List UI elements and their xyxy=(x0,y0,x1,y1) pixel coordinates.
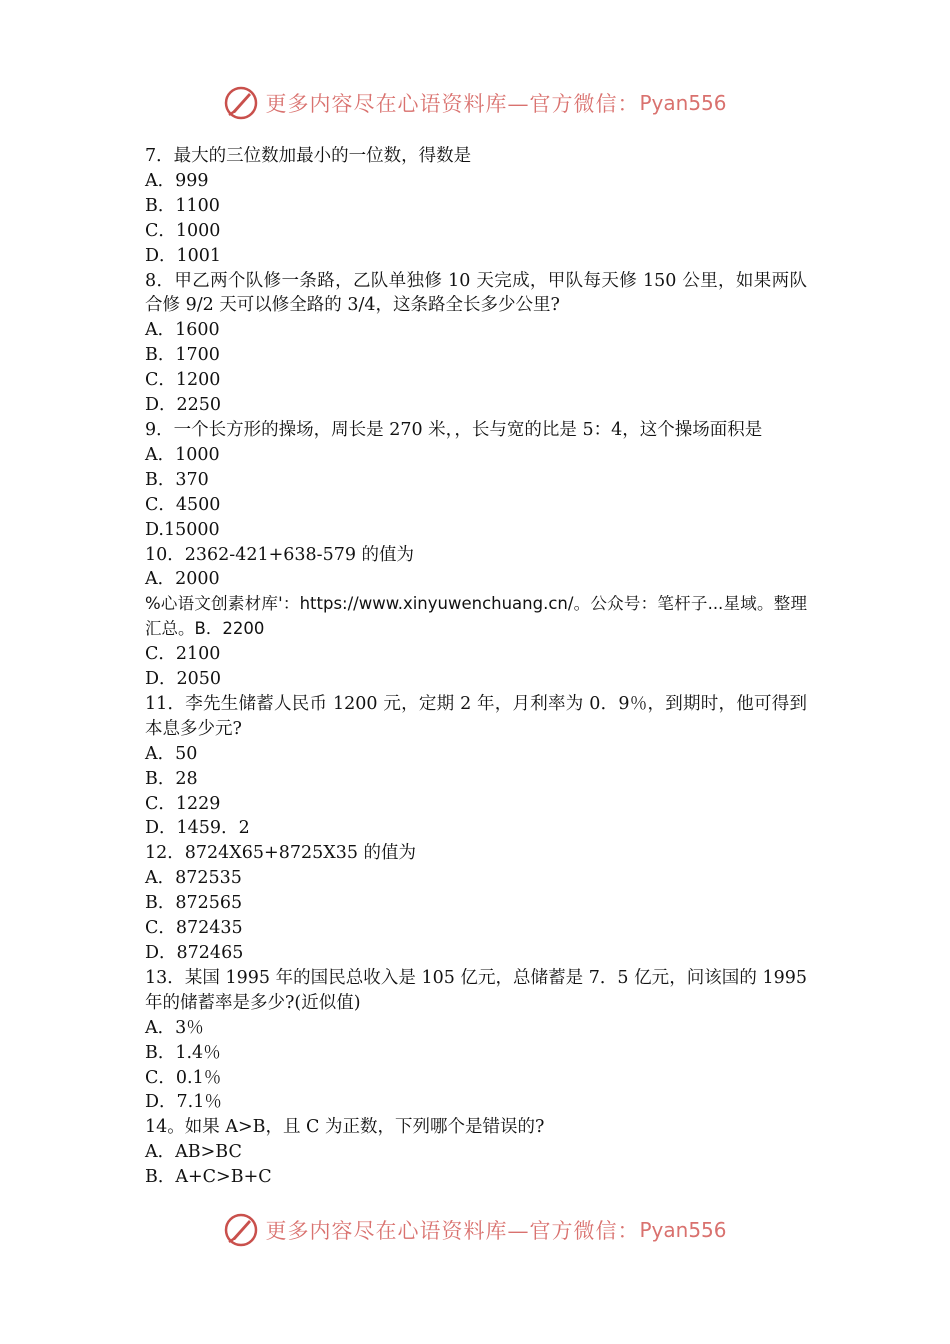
text-line: A．872535 xyxy=(145,868,242,889)
text-line: D．1001 xyxy=(145,245,222,266)
footer-banner xyxy=(0,1210,950,1250)
banner-text: 更多内容尽在心语资料库—官方微信： xyxy=(265,92,640,116)
source-note-line: %心语文创素材库'：https://www.xinyuwenchuang.cn/。公众号：笔杆子...星域。整理汇总。B．2200 xyxy=(145,594,807,639)
text-line: 13．某国 1995 年的国民总收入是 105 亿元，总储蓄是 7．5 亿元，问该国的 1995 年的储蓄率是多少?(近似值) xyxy=(145,967,813,1013)
text-line: 11．李先生储蓄人民币 1200 元，定期 2 年，月利率为 0．9％，到期时，他可得到本息多少元? xyxy=(145,693,807,739)
text-line: 14。如果 A>B，且 C 为正数，下列哪个是错误的? xyxy=(145,1117,545,1138)
text-line: D．1459．2 xyxy=(145,818,250,839)
text-line: D.15000 xyxy=(145,519,220,540)
text-line: 9．一个长方形的操场，周长是 270 米，，长与宽的比是 5：4，这个操场面积是 xyxy=(145,419,763,440)
header-banner xyxy=(0,83,950,123)
banner-wechat-id: Pyan556 xyxy=(639,1218,727,1242)
text-line: C．0.1％ xyxy=(145,1067,222,1088)
banner-wechat-id: Pyan556 xyxy=(639,91,727,115)
text-line: A．1000 xyxy=(145,444,220,465)
text-line: B．872565 xyxy=(145,893,243,914)
text-line: D．872465 xyxy=(145,943,244,963)
text-line: B．28 xyxy=(145,768,198,789)
text-line: 10．2362-421+638-579 的值为 xyxy=(145,544,415,565)
text-line: C．1000 xyxy=(145,220,221,241)
banner-text: 更多内容尽在心语资料库—官方微信： xyxy=(265,1219,640,1243)
quill-logo-icon xyxy=(223,85,259,121)
document-body xyxy=(145,144,813,1190)
text-line: B．1100 xyxy=(145,195,220,216)
text-line: A．3％ xyxy=(145,1017,204,1038)
text-line: 12．8724X65+8725X35 的值为 xyxy=(145,843,417,864)
text-line: B．1.4％ xyxy=(145,1042,221,1063)
text-line: A．999 xyxy=(145,170,209,191)
text-line: C．4500 xyxy=(145,494,221,515)
text-line: 7．最大的三位数加最小的一位数，得数是 xyxy=(145,146,472,166)
text-line: 8．甲乙两个队修一条路，乙队单独修 10 天完成，甲队每天修 150 公里，如果两队合修 9/2 天可以修全路的 3/4，这条路全长多少公里? xyxy=(145,270,807,316)
text-line: B．370 xyxy=(145,469,209,490)
text-line: D．2250 xyxy=(145,395,222,416)
text-line: A．2000 xyxy=(145,569,220,590)
text-line: C．2100 xyxy=(145,644,221,665)
quill-logo-icon xyxy=(223,1212,259,1248)
text-line: A．50 xyxy=(145,743,198,764)
text-line: C．872435 xyxy=(145,918,243,939)
text-line: C．1229 xyxy=(145,793,221,814)
text-line: D．2050 xyxy=(145,669,222,690)
text-line: C．1200 xyxy=(145,370,221,391)
text-line: A．1600 xyxy=(145,320,220,341)
text-line: A．AB>BC xyxy=(145,1142,242,1163)
text-line: B．1700 xyxy=(145,345,220,366)
text-line: D．7.1％ xyxy=(145,1092,222,1113)
text-line: B．A+C>B+C xyxy=(145,1167,272,1188)
